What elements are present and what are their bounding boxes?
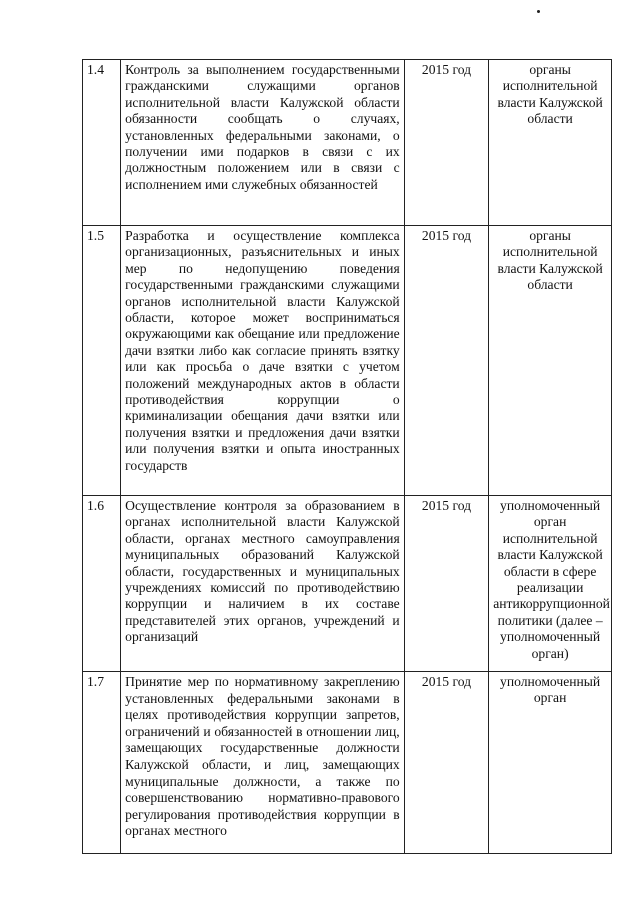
table-row <box>83 226 612 496</box>
measure-executor: уполномоченный орган <box>489 672 612 854</box>
measures-table <box>82 59 612 854</box>
measure-description: Осуществление контроля за образованием в органах исполнительной власти Калужской области, органах местного самоуправления муниципальных образований Калужской области, государственных и муниципальных учреждениях комиссий по противодействию коррупции и наличием в их составе представителей этих органов, учреждений и организаций <box>121 496 405 672</box>
scan-dot-mark <box>537 10 540 13</box>
table-row <box>83 672 612 854</box>
row-number: 1.7 <box>83 672 121 854</box>
measure-description: Контроль за выполнением государственными гражданскими служащими органов исполнительной власти Калужской области обязанности сообщать о случаях, установленных федеральными законами, о получении ими подарков в связи с их должностным положением или в связи с исполнением ими служебных обязанностей <box>121 60 405 226</box>
measure-executor: органы исполнительной власти Калужской области <box>489 226 612 496</box>
measure-description: Принятие мер по нормативному закреплению установленных федеральными законами в целях противодействия коррупции запретов, ограничений и обязанностей в отношении лиц, замещающих государственные должности Калужской области, и лиц, замещающих муниципальные должности, а также по совершенствованию нормативно-правового регулирования противодействия коррупции в органах местного <box>121 672 405 854</box>
table-row <box>83 496 612 672</box>
measure-term: 2015 год <box>404 496 489 672</box>
row-number: 1.4 <box>83 60 121 226</box>
measure-term: 2015 год <box>404 672 489 854</box>
measure-term: 2015 год <box>404 60 489 226</box>
table-row <box>83 60 612 226</box>
measure-description: Разработка и осуществление комплекса организационных, разъяснительных и иных мер по недопущению поведения государственными гражданскими служащими органов исполнительной власти Калужской области, которое может восприниматься окружающими как обещание или предложение дачи взятки либо как согласие принять взятку или как просьба о даче взятки с учетом положений международных актов в области противодействия коррупции о криминализации обещания дачи взятки или получения взятки и предложения дачи взятки или получения взятки и опыта иностранных государств <box>121 226 405 496</box>
measure-executor: уполномоченный орган исполнительной власти Калужской области в сфере реализации антикоррупционной политики (далее – уполномоченный орган) <box>489 496 612 672</box>
measure-executor: органы исполнительной власти Калужской области <box>489 60 612 226</box>
measure-term: 2015 год <box>404 226 489 496</box>
row-number: 1.5 <box>83 226 121 496</box>
row-number: 1.6 <box>83 496 121 672</box>
